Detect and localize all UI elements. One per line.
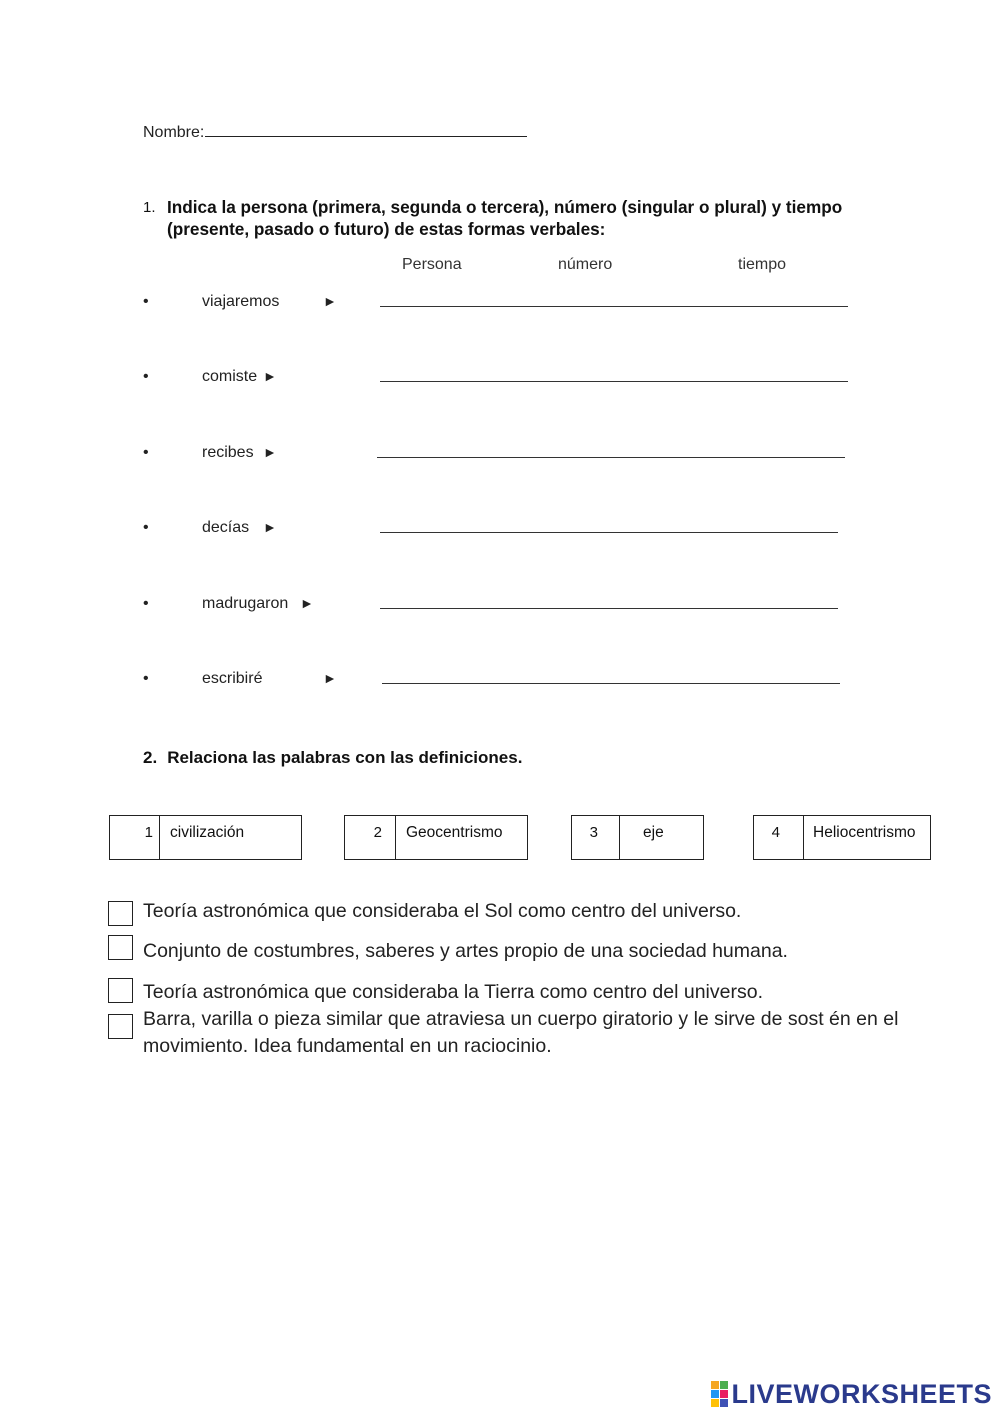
word-box (571, 815, 704, 860)
name-input-line[interactable] (205, 120, 527, 137)
verb-label: escribiré (202, 670, 263, 687)
verb-row (0, 519, 1000, 549)
column-header-numero: número (558, 256, 613, 273)
column-header-persona: Persona (402, 256, 462, 273)
bullet: • (143, 444, 149, 461)
answer-line[interactable] (380, 608, 838, 609)
brand-name: LIVEWORKSHEETS (731, 1378, 992, 1409)
verb-row (0, 444, 1000, 474)
answer-line[interactable] (380, 306, 848, 307)
verb-row (0, 293, 1000, 323)
word-number: 4 (754, 816, 804, 859)
verb-row (0, 368, 1000, 398)
liveworksheets-logo-icon (711, 1381, 728, 1407)
definition-text: Teoría astronómica que consideraba el Sol como centro del universo. (143, 900, 742, 922)
verb-label: viajaremos (202, 293, 280, 310)
question-2-text: Relaciona las palabras con las definiciones. (167, 748, 523, 767)
word-text: civilización (170, 824, 245, 841)
answer-checkbox[interactable] (108, 978, 133, 1003)
word-number: 1 (110, 816, 160, 859)
verb-row (0, 670, 1000, 700)
question-1-number: 1. (143, 199, 156, 216)
answer-checkbox[interactable] (108, 901, 133, 926)
name-label: Nombre: (143, 124, 205, 141)
arrow-right-icon: ► (263, 519, 277, 535)
verb-label: recibes (202, 444, 254, 461)
liveworksheets-logo (711, 1376, 992, 1412)
arrow-right-icon: ► (323, 293, 337, 309)
bullet: • (143, 595, 149, 612)
answer-checkbox[interactable] (108, 1014, 133, 1039)
column-header-tiempo: tiempo (738, 256, 787, 273)
question-2-title (143, 748, 522, 768)
word-box (344, 815, 528, 860)
definition-text: Teoría astronómica que consideraba la Tierra como centro del universo. (143, 981, 763, 1003)
bullet: • (143, 670, 149, 687)
name-field (143, 120, 527, 142)
word-text: eje (643, 824, 664, 841)
arrow-right-icon: ► (263, 368, 277, 384)
verb-label: madrugaron (202, 595, 289, 612)
verb-row (0, 595, 1000, 625)
answer-line[interactable] (377, 457, 845, 458)
bullet: • (143, 368, 149, 385)
bullet: • (143, 519, 149, 536)
answer-line[interactable] (382, 683, 840, 684)
word-box (753, 815, 931, 860)
definition-text: Conjunto de costumbres, saberes y artes propio de una sociedad humana. (143, 940, 788, 962)
answer-checkbox[interactable] (108, 935, 133, 960)
arrow-right-icon: ► (263, 444, 277, 460)
question-2-number: 2. (143, 748, 158, 767)
question-1 (143, 196, 913, 240)
word-box (109, 815, 302, 860)
bullet: • (143, 293, 149, 310)
word-number: 3 (572, 816, 620, 859)
answer-line[interactable] (380, 532, 838, 533)
word-text: Geocentrismo (406, 824, 503, 841)
question-1-text: Indica la persona (primera, segunda o tercera), número (singular o plural) y tiempo (presente, pasado o futuro) de estas formas verbales: (167, 197, 843, 239)
word-text: Heliocentrismo (813, 824, 916, 841)
verb-label: decías (202, 519, 250, 536)
verb-label: comiste (202, 368, 258, 385)
word-number: 2 (345, 816, 396, 859)
definition-text: Barra, varilla o pieza similar que atraviesa un cuerpo giratorio y le sirve de sost én en el movimiento. Idea fundamental en un raciocinio. (143, 1008, 899, 1057)
arrow-right-icon: ► (323, 670, 337, 686)
arrow-right-icon: ► (300, 595, 314, 611)
answer-line[interactable] (380, 381, 848, 382)
